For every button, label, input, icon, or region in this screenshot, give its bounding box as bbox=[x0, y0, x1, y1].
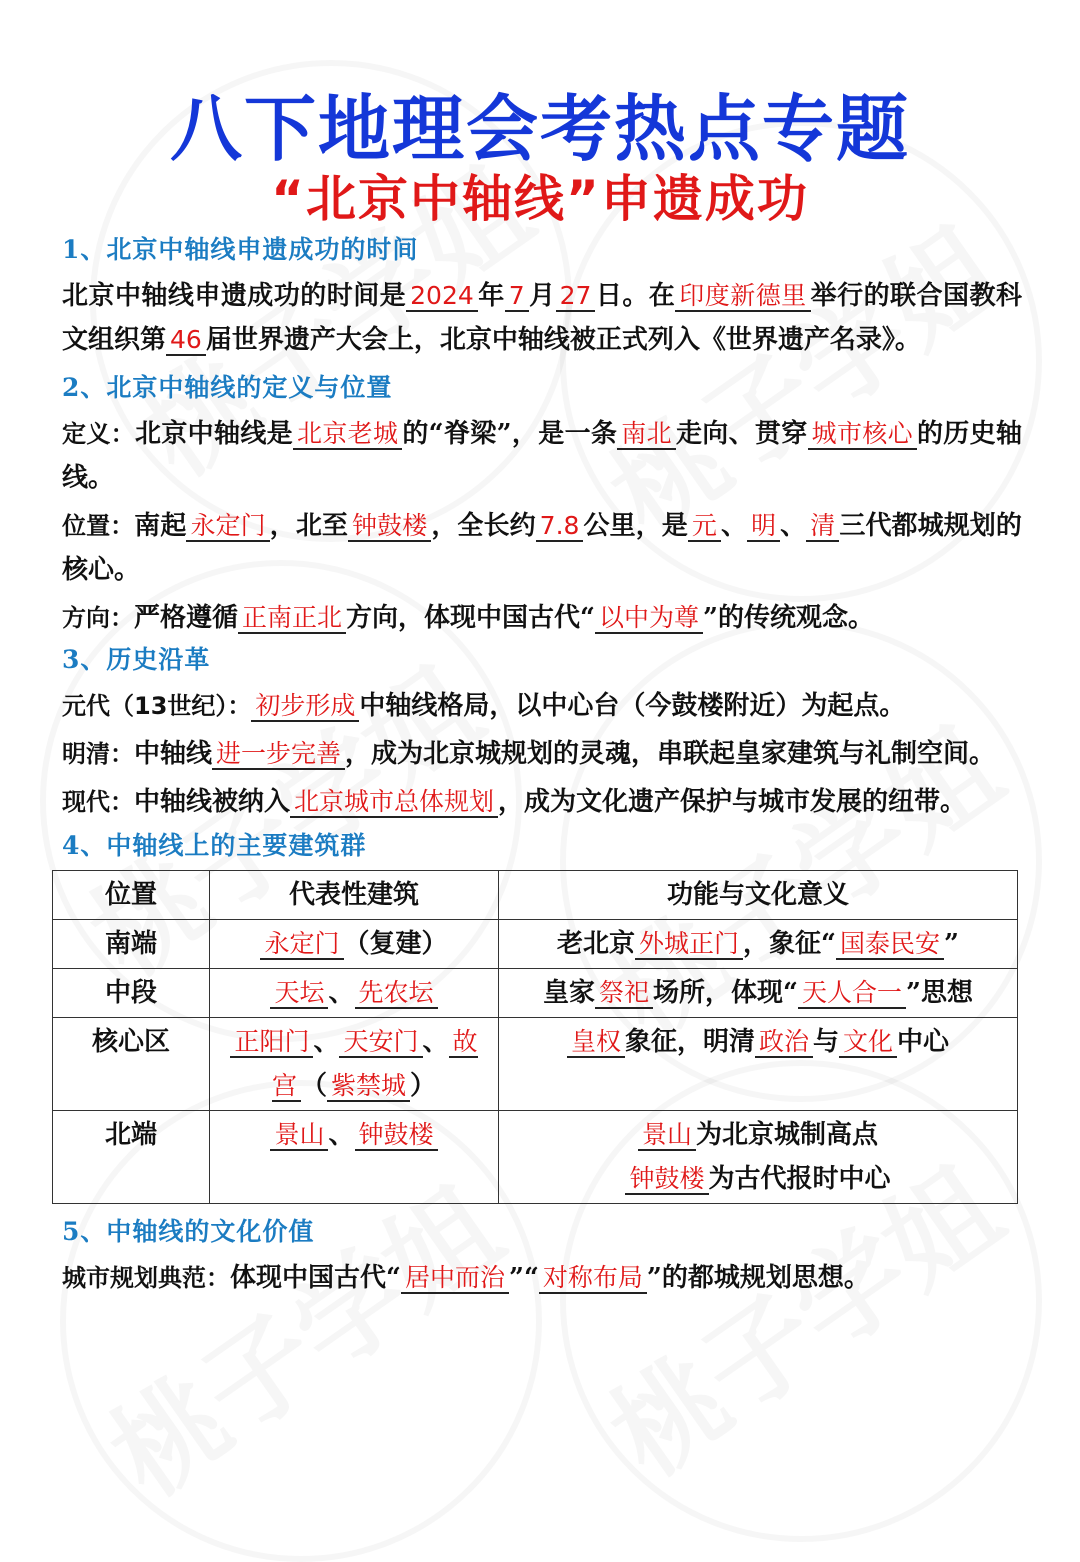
answer-day: 27 bbox=[556, 281, 596, 312]
yuan-paragraph: 元代（13世纪）： 初步形成 中轴线格局，以中心台（今鼓楼附近）为起点。 bbox=[62, 691, 906, 721]
direction-paragraph: 方向：严格遵循 正南正北 方向，体现中国古代“ 以中为尊 ”的传统观念。 bbox=[62, 603, 874, 633]
table-header: 位置 bbox=[53, 871, 210, 920]
page-subtitle: “北京中轴线”申遗成功 bbox=[271, 170, 809, 228]
page-title: 八下地理会考热点专题 bbox=[169, 87, 910, 171]
ming-qing-paragraph: 明清：中轴线 进一步完善 ，成为北京城规划的灵魂，串联起皇家建筑与礼制空间。 bbox=[62, 739, 996, 769]
section-heading-1: 1、北京中轴线申遗成功的时间 bbox=[62, 235, 419, 264]
section-heading-5: 5、中轴线的文化价值 bbox=[62, 1217, 315, 1246]
section-1-paragraph: 北京中轴线申遗成功的时间是 2024 年 7 月 27 日。在 印度新德里 举行的联合国教科文组织第 46 届世界遗产大会上，北京中轴线被正式列入《世界遗产名录》。 bbox=[62, 281, 1022, 355]
answer-year: 2024 bbox=[406, 281, 478, 312]
table-row: 中段 天坛 、 先农坛 皇家 祭祀 场所，体现“ 天人合一 ”思想 bbox=[53, 969, 1018, 1018]
table-header: 功能与文化意义 bbox=[499, 871, 1018, 920]
section-heading-4: 4、中轴线上的主要建筑群 bbox=[62, 831, 367, 860]
document-body bbox=[62, 234, 1022, 1304]
section-heading-2: 2、北京中轴线的定义与位置 bbox=[62, 373, 393, 402]
table-header-row bbox=[53, 871, 1018, 920]
table-row: 南端 永定门 （复建） 老北京 外城正门 ，象征“ 国泰民安 ” bbox=[53, 920, 1018, 969]
answer-session: 46 bbox=[166, 325, 206, 356]
table-row: 北端 景山 、 钟鼓楼 景山 为北京城制高点 钟鼓楼 为古代报时中心 bbox=[53, 1111, 1018, 1204]
table-row: 核心区 正阳门 、 天安门 、 故宫 （ 紫禁城 ） 皇权 象征，明清 政治 与 文化 中心 bbox=[53, 1018, 1018, 1111]
section-5-paragraph: 城市规划典范：体现中国古代“ 居中而治 ”“ 对称布局 ”的都城规划思想。 bbox=[62, 1263, 870, 1293]
table-header: 代表性建筑 bbox=[210, 871, 499, 920]
position-paragraph: 位置：南起 永定门 ，北至 钟鼓楼 ，全长约 7.8 公里，是 元 、 明 、 清 三代都城规划的核心。 bbox=[62, 511, 1022, 585]
answer-place: 印度新德里 bbox=[675, 281, 810, 312]
modern-paragraph: 现代：中轴线被纳入 北京城市总体规划 ，成为文化遗产保护与城市发展的纽带。 bbox=[62, 787, 967, 817]
buildings-table bbox=[52, 870, 1018, 1204]
section-heading-3: 3、历史沿革 bbox=[62, 645, 211, 674]
answer-month: 7 bbox=[505, 281, 529, 312]
definition-paragraph: 定义：北京中轴线是 北京老城 的“脊梁”，是一条 南北 走向、贯穿 城市核心 的历史轴线。 bbox=[62, 419, 1022, 493]
